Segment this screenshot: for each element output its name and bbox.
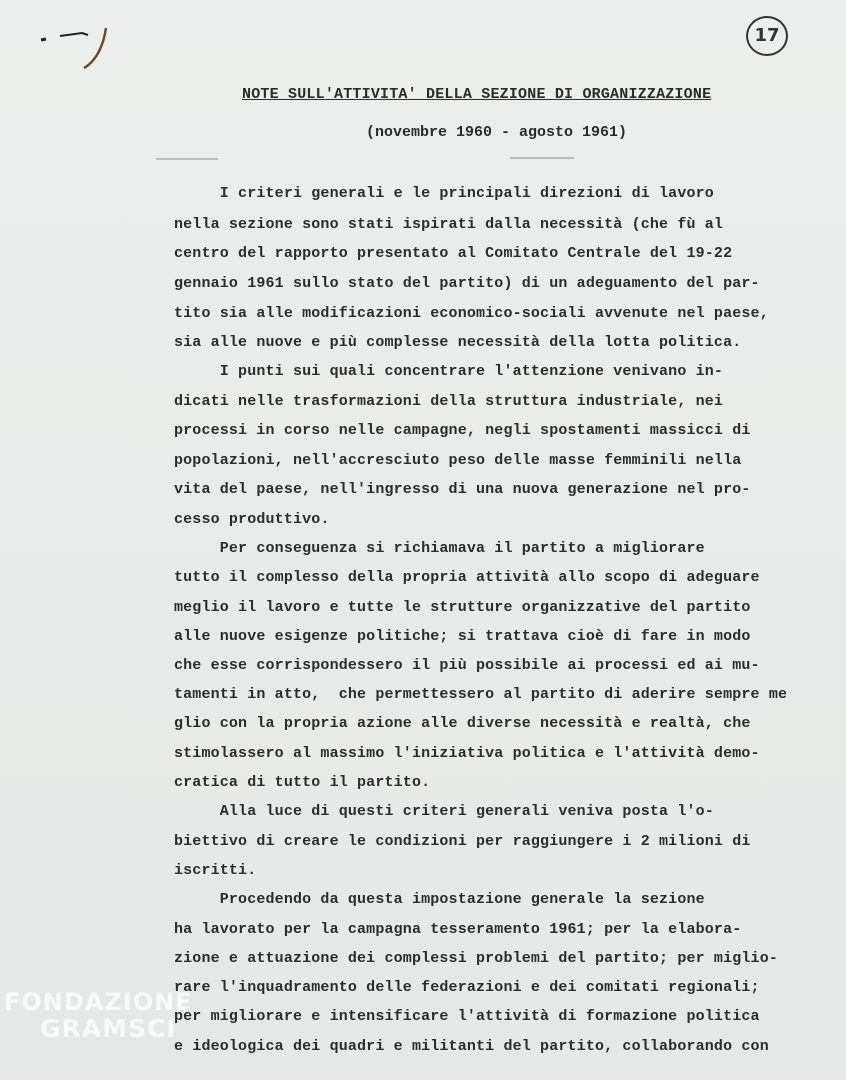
document-title: NOTE SULL'ATTIVITA' DELLA SEZIONE DI ORGANIZZAZIONE bbox=[242, 86, 712, 103]
text-line: ha lavorato per la campagna tesseramento 1961; per la elabora- bbox=[174, 921, 742, 938]
text-line: glio con la propria azione alle diverse necessità e realtà, che bbox=[174, 715, 751, 732]
text-line: tito sia alle modificazioni economico-sociali avvenute nel paese, bbox=[174, 305, 769, 322]
watermark-line1: FONDAZIONE bbox=[4, 988, 193, 1016]
page-number: 17 bbox=[746, 16, 788, 56]
text-line: Per conseguenza si richiamava il partito a migliorare bbox=[174, 540, 705, 557]
text-line: Alla luce di questi criteri generali veniva posta l'o- bbox=[174, 803, 714, 820]
text-line: cratica di tutto il partito. bbox=[174, 774, 431, 791]
text-line: Procedendo da questa impostazione generale la sezione bbox=[174, 891, 705, 908]
text-line: cesso produttivo. bbox=[174, 511, 330, 528]
text-line: rare l'inquadramento delle federazioni e dei comitati regionali; bbox=[174, 979, 760, 996]
text-line: I punti sui quali concentrare l'attenzione venivano in- bbox=[174, 363, 724, 380]
text-line: alle nuove esigenze politiche; si trattava cioè di fare in modo bbox=[174, 628, 751, 645]
text-line: tutto il complesso della propria attività allo scopo di adeguare bbox=[174, 569, 760, 586]
text-line: stimolassero al massimo l'iniziativa politica e l'attività demo- bbox=[174, 745, 760, 762]
document-subtitle: (novembre 1960 - agosto 1961) bbox=[366, 124, 628, 141]
margin-mark bbox=[156, 158, 218, 160]
text-line: meglio il lavoro e tutte le strutture organizzative del partito bbox=[174, 599, 751, 616]
text-line: dicati nelle trasformazioni della struttura industriale, nei bbox=[174, 393, 724, 410]
text-line: tamenti in atto, che permettessero al partito di aderire sempre me bbox=[174, 686, 788, 703]
text-line: I criteri generali e le principali direzioni di lavoro bbox=[174, 185, 714, 202]
text-line: zione e attuazione dei complessi problemi del partito; per miglio- bbox=[174, 950, 778, 967]
text-line: iscritti. bbox=[174, 862, 257, 879]
text-line: gennaio 1961 sullo stato del partito) di un adeguamento del par- bbox=[174, 275, 760, 292]
watermark-line2: GRAMSCI bbox=[40, 1014, 177, 1043]
text-line: che esse corrispondessero il più possibile ai processi ed ai mu- bbox=[174, 657, 760, 674]
text-line: processi in corso nelle campagne, negli spostamenti massicci di bbox=[174, 422, 751, 439]
text-line: per migliorare e intensificare l'attività di formazione politica bbox=[174, 1008, 760, 1025]
text-line: vita del paese, nell'ingresso di una nuova generazione nel pro- bbox=[174, 481, 751, 498]
text-line: e ideologica dei quadri e militanti del partito, collaborando con bbox=[174, 1038, 769, 1055]
text-line: popolazioni, nell'accresciuto peso delle masse femminili nella bbox=[174, 452, 742, 469]
watermark-logo bbox=[4, 988, 193, 1043]
text-line: biettivo di creare le condizioni per raggiungere i 2 milioni di bbox=[174, 833, 751, 850]
margin-mark bbox=[510, 157, 574, 159]
text-line: sia alle nuove e più complesse necessità della lotta politica. bbox=[174, 334, 742, 351]
text-line: centro del rapporto presentato al Comitato Centrale del 19-22 bbox=[174, 245, 733, 262]
text-line: nella sezione sono stati ispirati dalla necessità (che fù al bbox=[174, 216, 724, 233]
handwritten-mark-icon bbox=[38, 24, 118, 76]
